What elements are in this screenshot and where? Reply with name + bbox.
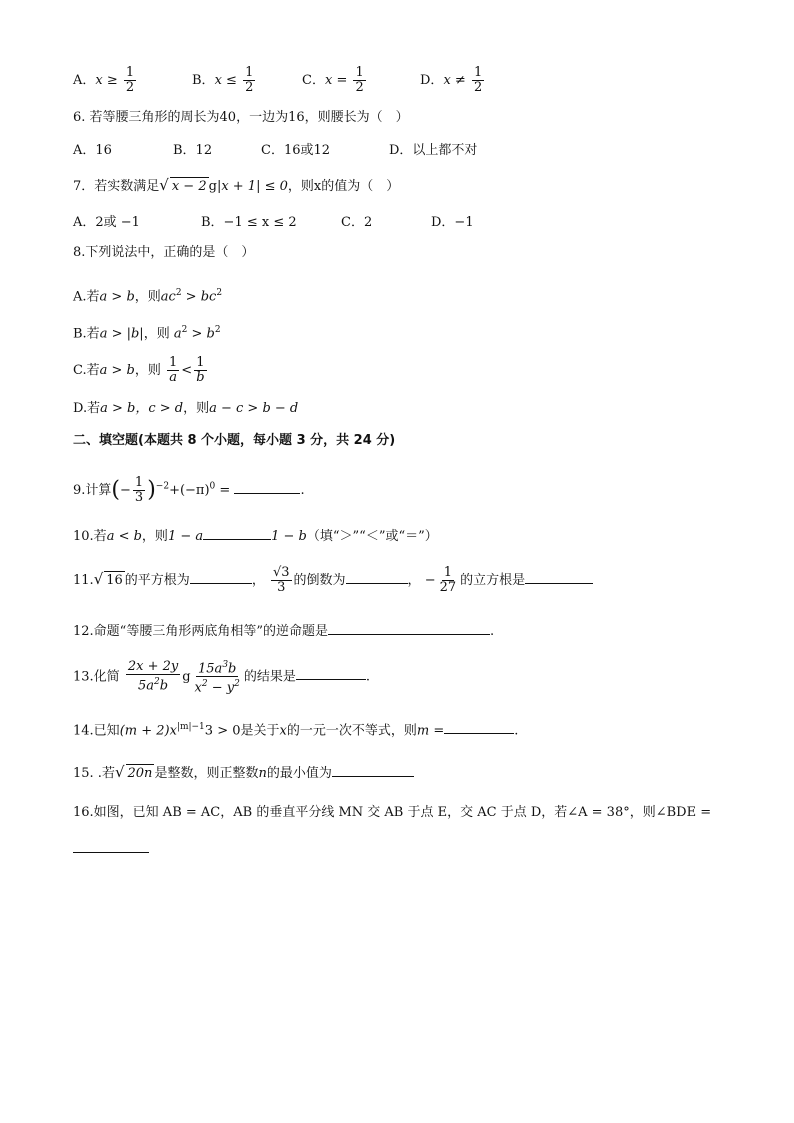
q7-option-d: D．−1 [431,215,474,230]
q13: 13.化简 $\frac{2x + 2y}{5a^2b}$ g $\frac{15a^3b}{x^2 - y^2}$ 的结果是 . [73,659,371,696]
q6-stem: 6. 若等腰三角形的周长为40，一边为16，则腰长为（ ） [73,110,409,125]
q8-option-c: C.若a > b，则 $\frac{1}{a}$ < $\frac{1}{b}$ [73,355,205,385]
q12: 12.命题“等腰三角形两底角相等”的逆命题是 . [73,620,494,641]
q9: 9.计算(− $\frac{1}{3}$ )$^{-2}+(-\pi)^0$ = . [73,475,305,505]
q5-option-a: A．x ≥ $\frac{1}{2}$ [73,65,135,95]
q7-stem: 7．若实数满足√ x − 2 g|x + 1| ≤ 0，则x的值为（ ） [73,176,400,194]
q6-option-b: B．12 [173,143,213,158]
q5-option-c: C．x = $\frac{1}{2}$ [302,65,364,95]
q11: 11.√ 16 的平方根为 ， $\frac{√3}{3}$ 的倒数为 ， − $\frac{1}{27}$ 的立方根是 [73,566,593,595]
q10: 10.若a < b，则1 − a 1 − b（填“＞”“＜”或“＝”） [73,525,438,546]
q13-answer-blank[interactable] [296,665,366,680]
q14: 14.已知$(m + 2)x^{|m|-1}3 > 0$是关于x的一元一次不等式，则m = . [73,718,518,740]
q14-answer-blank[interactable] [444,719,514,734]
q10-answer-blank[interactable] [203,525,271,540]
q11-blank-3[interactable] [525,569,593,584]
q5-option-d: D．x ≠ $\frac{1}{2}$ [420,65,483,95]
q7-option-b: B．−1 ≤ x ≤ 2 [201,215,297,230]
q11-blank-1[interactable] [190,569,252,584]
q6-options [73,142,477,160]
q6-option-c: C．16或12 [261,143,331,158]
q11-blank-2[interactable] [346,569,408,584]
q8-option-a: A.若a > b，则$ac^2 > bc^2$ [73,288,223,305]
q16: 16.如图，已知 AB = AC，AB 的垂直平分线 MN 交 AB 于点 E，交 AC 于点 D，若∠A = 38°，则∠BDE = [73,805,712,820]
q7-options [73,214,474,232]
q15: 15. .若√ 20n 是整数，则正整数n的最小值为 [73,762,414,783]
q9-answer-blank[interactable] [234,479,300,494]
q7-option-c: C．2 [341,215,373,230]
q5-option-b: B．x ≤ $\frac{1}{2}$ [192,65,254,95]
q8-option-d: D.若a > b，c > d，则a − c > b − d [73,401,299,416]
q8-stem: 8.下列说法中，正确的是（ ） [73,245,255,260]
section-heading: 二、填空题(本题共 8 个小题，每小题 3 分，共 24 分) [73,433,396,448]
q15-answer-blank[interactable] [332,762,414,777]
q16-answer-line [73,838,149,859]
q5-options [73,66,486,95]
q12-answer-blank[interactable] [328,620,490,635]
q6-option-a: A．16 [73,143,112,158]
q16-answer-blank[interactable] [73,838,149,853]
q7-option-a: A．2或 −1 [73,215,140,230]
q6-option-d: D．以上都不对 [389,143,478,158]
q8-option-b: B.若a > |b|，则 $a^2 > b^2$ [73,325,221,342]
